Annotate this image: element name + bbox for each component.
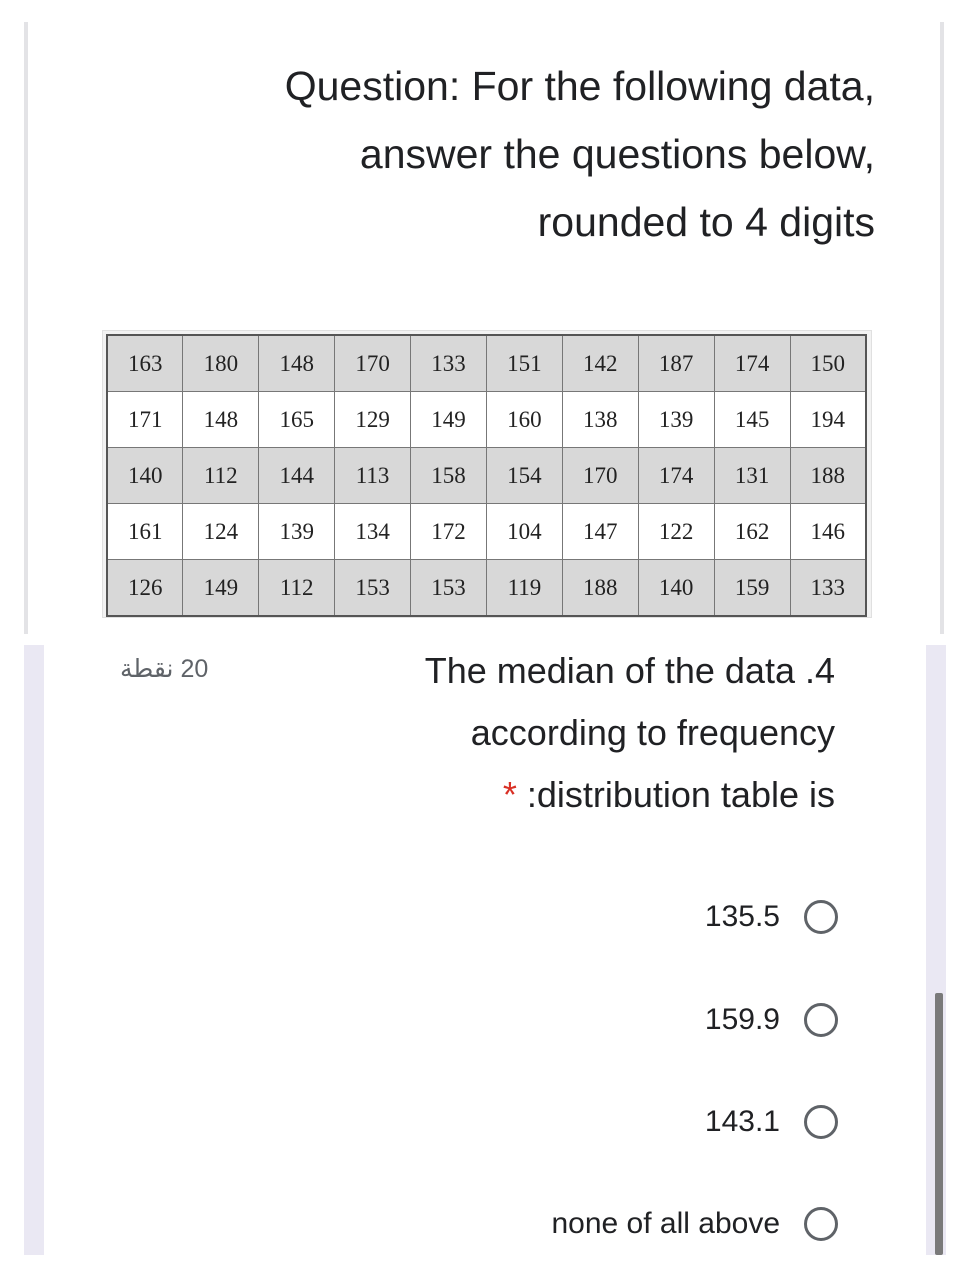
table-cell: 174 <box>714 335 790 392</box>
table-cell: 104 <box>486 504 562 560</box>
table-cell: 149 <box>183 560 259 617</box>
table-cell: 139 <box>638 392 714 448</box>
table-cell: 122 <box>638 504 714 560</box>
table-cell: 170 <box>562 448 638 504</box>
question-header <box>140 52 875 256</box>
question-text-line: The median of the data .4 <box>424 650 835 691</box>
table-row <box>107 560 866 617</box>
table-row <box>107 392 866 448</box>
option-label: 135.5 <box>704 900 780 933</box>
table-cell: 147 <box>562 504 638 560</box>
table-cell: 151 <box>486 335 562 392</box>
table-cell: 133 <box>411 335 487 392</box>
table-cell: 124 <box>183 504 259 560</box>
table-row <box>107 448 866 504</box>
radio-button[interactable] <box>804 1207 838 1241</box>
data-table <box>106 334 867 617</box>
table-cell: 119 <box>486 560 562 617</box>
required-asterisk: * <box>502 774 517 815</box>
table-cell: 140 <box>638 560 714 617</box>
page-frame-left <box>24 22 28 634</box>
table-cell: 158 <box>411 448 487 504</box>
option-159-9[interactable] <box>338 995 838 1045</box>
table-cell: 126 <box>107 560 183 617</box>
option-none-of-all-above[interactable] <box>338 1199 838 1249</box>
table-row <box>107 335 866 392</box>
radio-button[interactable] <box>804 900 838 934</box>
table-cell: 112 <box>259 560 335 617</box>
table-cell: 174 <box>638 448 714 504</box>
table-cell: 146 <box>790 504 866 560</box>
table-cell: 188 <box>790 448 866 504</box>
table-cell: 113 <box>335 448 411 504</box>
option-label: 143.1 <box>704 1105 780 1138</box>
table-cell: 187 <box>638 335 714 392</box>
table-cell: 180 <box>183 335 259 392</box>
table-cell: 133 <box>790 560 866 617</box>
table-cell: 142 <box>562 335 638 392</box>
points-label: 20 نقطة <box>120 655 209 683</box>
table-cell: 131 <box>714 448 790 504</box>
table-cell: 160 <box>486 392 562 448</box>
table-cell: 162 <box>714 504 790 560</box>
table-cell: 165 <box>259 392 335 448</box>
option-143-1[interactable] <box>338 1097 838 1147</box>
table-cell: 172 <box>411 504 487 560</box>
scrollbar-thumb[interactable] <box>935 993 943 1255</box>
table-cell: 140 <box>107 448 183 504</box>
table-cell: 149 <box>411 392 487 448</box>
question-text-line: according to frequency <box>470 712 835 753</box>
table-cell: 112 <box>183 448 259 504</box>
question-text-line-last: :distribution table is <box>526 774 835 815</box>
option-label: none of all above <box>551 1207 780 1240</box>
table-cell: 134 <box>335 504 411 560</box>
table-cell: 188 <box>562 560 638 617</box>
question-text <box>330 640 835 826</box>
table-cell: 161 <box>107 504 183 560</box>
table-cell: 148 <box>259 335 335 392</box>
table-cell: 171 <box>107 392 183 448</box>
table-cell: 153 <box>335 560 411 617</box>
table-cell: 159 <box>714 560 790 617</box>
question-text-line <box>330 764 835 826</box>
table-cell: 145 <box>714 392 790 448</box>
table-cell: 153 <box>411 560 487 617</box>
table-cell: 170 <box>335 335 411 392</box>
question-header-line: answer the questions below, <box>359 131 875 177</box>
table-cell: 139 <box>259 504 335 560</box>
question-header-line: rounded to 4 digits <box>537 199 875 245</box>
table-cell: 148 <box>183 392 259 448</box>
radio-button[interactable] <box>804 1003 838 1037</box>
table-cell: 154 <box>486 448 562 504</box>
table-cell: 138 <box>562 392 638 448</box>
table-row <box>107 504 866 560</box>
table-cell: 144 <box>259 448 335 504</box>
option-135-5[interactable] <box>338 892 838 942</box>
table-cell: 129 <box>335 392 411 448</box>
table-cell: 163 <box>107 335 183 392</box>
table-cell: 150 <box>790 335 866 392</box>
table-cell: 194 <box>790 392 866 448</box>
page-frame-right <box>940 22 944 634</box>
option-label: 159.9 <box>704 1003 780 1036</box>
question-header-line: Question: For the following data, <box>284 63 875 109</box>
radio-button[interactable] <box>804 1105 838 1139</box>
